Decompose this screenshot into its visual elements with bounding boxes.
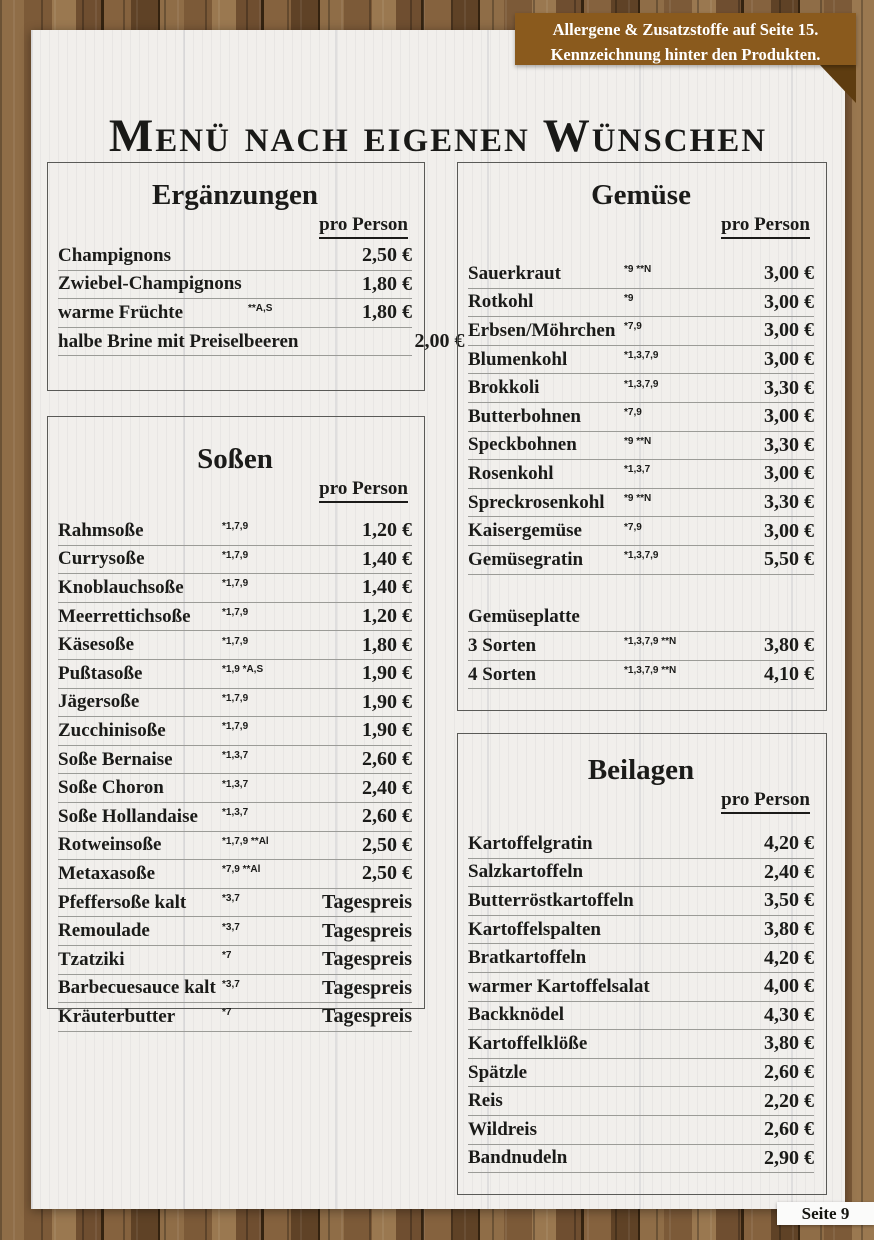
item-name: Currysoße	[58, 548, 145, 570]
item-name: Remoulade	[58, 920, 150, 942]
item-name: Tzatziki	[58, 948, 125, 970]
item-allergen-code: *1,3,7,9 **N	[624, 665, 677, 677]
item-allergen-code: *1,3,7	[624, 464, 651, 476]
section-sossen	[47, 416, 425, 1028]
item-price: 2,60 €	[362, 805, 412, 828]
menu-item-row	[468, 403, 814, 432]
item-price: 5,50 €	[764, 548, 814, 571]
item-name: Zwiebel-Champignons	[58, 273, 242, 295]
menu-item-row	[58, 975, 412, 1004]
item-price: 2,60 €	[764, 1118, 814, 1141]
item-price: 4,20 €	[764, 946, 814, 969]
item-price: 3,50 €	[764, 889, 814, 912]
item-price: 4,00 €	[764, 975, 814, 998]
allergen-banner-line2: Kennzeichnung hinter den Produkten.	[550, 44, 821, 64]
item-name: 4 Sorten	[468, 663, 537, 685]
item-allergen-code: *1,7,9	[222, 521, 249, 533]
item-list	[58, 517, 412, 1032]
item-price: 3,00 €	[764, 519, 814, 542]
item-price: 2,40 €	[362, 776, 412, 799]
section-title: Soßen	[197, 443, 273, 475]
item-name: Bratkartoffeln	[468, 947, 587, 969]
item-allergen-code: *3,7	[222, 893, 240, 905]
menu-item-row	[58, 832, 412, 861]
menu-item-row	[468, 489, 814, 518]
item-allergen-code: *1,3,7,9 **N	[624, 636, 677, 648]
item-price: 2,40 €	[764, 860, 814, 883]
item-price: 3,00 €	[764, 262, 814, 285]
item-name: Speckbohnen	[468, 434, 577, 456]
item-allergen-code: *9 **N	[624, 493, 652, 505]
item-name: Kartoffelklöße	[468, 1032, 588, 1054]
item-name: Barbecuesauce kalt	[58, 977, 216, 999]
menu-item-row	[468, 432, 814, 461]
menu-item-row	[468, 973, 814, 1002]
item-name: Soße Bernaise	[58, 748, 173, 770]
item-allergen-code: *1,7,9	[222, 578, 249, 590]
item-price: Tagespreis	[321, 919, 412, 942]
item-name: Backknödel	[468, 1004, 565, 1026]
page-number-badge: Seite 9	[777, 1202, 874, 1225]
menu-item-row	[468, 1116, 814, 1145]
item-name: Kartoffelgratin	[468, 832, 593, 854]
menu-item-row	[58, 717, 412, 746]
item-price: 3,80 €	[764, 634, 814, 657]
item-allergen-code: *7,9	[624, 407, 642, 419]
item-price: 3,00 €	[764, 290, 814, 313]
menu-item-row	[58, 328, 465, 357]
menu-item-row	[468, 260, 814, 289]
allergen-banner	[515, 13, 856, 65]
item-name: halbe Brine mit Preiselbeeren	[58, 330, 299, 352]
item-allergen-code: *7	[222, 1007, 232, 1019]
menu-item-row	[468, 546, 814, 575]
item-allergen-code: *7	[222, 950, 232, 962]
menu-item-row	[468, 1087, 814, 1116]
item-allergen-code: *1,3,7	[222, 778, 249, 790]
menu-item-row	[468, 1002, 814, 1031]
menu-item-row	[58, 660, 412, 689]
item-allergen-code: *1,3,7,9	[624, 378, 659, 390]
item-price: 1,80 €	[362, 272, 412, 295]
item-allergen-code: *9 **N	[624, 435, 652, 447]
item-allergen-code: *1,7,9	[222, 607, 249, 619]
item-name: Brokkoli	[468, 377, 540, 399]
item-price: 1,20 €	[362, 519, 412, 542]
item-name: Spätzle	[468, 1061, 528, 1083]
section-title: Beilagen	[587, 754, 695, 786]
item-allergen-code: *1,7,9	[222, 549, 249, 561]
item-name: Spreckrosenkohl	[468, 491, 605, 513]
menu-item-row	[58, 299, 412, 328]
item-name: Kräuterbutter	[58, 1005, 176, 1027]
menu-item-row	[468, 632, 814, 661]
menu-item-row	[468, 1145, 814, 1174]
item-price: 1,90 €	[362, 719, 412, 742]
menu-item-row	[58, 631, 412, 660]
price-column-header: pro Person	[319, 214, 408, 239]
item-allergen-code: *7,9	[624, 521, 642, 533]
item-price: 4,30 €	[764, 1003, 814, 1026]
item-price: 3,30 €	[764, 376, 814, 399]
item-name: Gemüseplatte	[468, 606, 580, 628]
item-list	[468, 830, 814, 1173]
item-price: 1,90 €	[362, 662, 412, 685]
item-name: Erbsen/Möhrchen	[468, 319, 616, 341]
section-gemuese	[457, 162, 827, 711]
allergen-banner-line1: Allergene & Zusatzstoffe auf Seite 15.	[552, 20, 819, 39]
item-name: Soße Choron	[58, 777, 164, 799]
item-price: 2,50 €	[362, 833, 412, 856]
menu-item-row	[58, 1003, 412, 1032]
item-name: Rotweinsoße	[58, 834, 162, 856]
menu-item-row	[58, 271, 412, 300]
item-name: Gemüsegratin	[468, 548, 584, 570]
subheader-row	[468, 604, 814, 633]
page-title: Menü nach eigenen Wünschen	[108, 110, 768, 163]
item-name: Knoblauchsoße	[58, 576, 184, 598]
item-price: 2,50 €	[362, 244, 412, 267]
item-price: 3,00 €	[764, 405, 814, 428]
item-price: 2,90 €	[764, 1146, 814, 1169]
item-price: 1,80 €	[362, 301, 412, 324]
item-list	[58, 242, 465, 356]
item-allergen-code: *7,9	[624, 321, 642, 333]
item-allergen-code: **A,S	[248, 303, 273, 315]
menu-item-row	[58, 774, 412, 803]
section-title: Ergänzungen	[152, 179, 318, 211]
item-name: Reis	[468, 1090, 503, 1112]
item-allergen-code: *9	[624, 292, 634, 304]
item-price: 2,60 €	[764, 1061, 814, 1084]
list-spacer	[468, 575, 814, 604]
menu-item-row	[468, 830, 814, 859]
menu-item-row	[58, 689, 412, 718]
item-price: 3,00 €	[764, 462, 814, 485]
item-allergen-code: *1,3,7	[222, 750, 249, 762]
item-name: Pußtasoße	[58, 662, 143, 684]
menu-item-row	[58, 946, 412, 975]
item-name: Salzkartoffeln	[468, 861, 584, 883]
menu-item-row	[468, 1030, 814, 1059]
item-name: warme Früchte	[58, 301, 184, 323]
item-name: warmer Kartoffelsalat	[468, 975, 650, 997]
price-column-header: pro Person	[319, 478, 408, 503]
menu-item-row	[58, 889, 412, 918]
item-price: 3,30 €	[764, 433, 814, 456]
item-price: 1,90 €	[362, 690, 412, 713]
item-allergen-code: *1,7,9	[222, 635, 249, 647]
menu-item-row	[58, 603, 412, 632]
item-allergen-code: *1,3,7,9	[624, 350, 659, 362]
item-price: 3,00 €	[764, 348, 814, 371]
menu-item-row	[58, 242, 412, 271]
item-allergen-code: *1,9 *A,S	[222, 664, 264, 676]
item-price: 2,50 €	[362, 862, 412, 885]
item-name: Rotkohl	[468, 291, 534, 313]
item-name: Jägersoße	[58, 691, 140, 713]
menu-item-row	[58, 917, 412, 946]
item-name: Sauerkraut	[468, 262, 561, 284]
item-allergen-code: *1,3,7,9	[624, 550, 659, 562]
price-column-header: pro Person	[721, 214, 810, 239]
menu-item-row	[58, 517, 412, 546]
item-name: Kartoffelspalten	[468, 918, 601, 940]
menu-page-paper	[31, 30, 845, 1209]
item-allergen-code: *3,7	[222, 921, 240, 933]
price-column-header: pro Person	[721, 789, 810, 814]
item-price: Tagespreis	[321, 976, 412, 999]
menu-item-row	[468, 346, 814, 375]
menu-item-row	[468, 289, 814, 318]
menu-item-row	[468, 517, 814, 546]
item-allergen-code: *3,7	[222, 978, 240, 990]
menu-item-row	[58, 574, 412, 603]
section-ergaenzungen	[47, 162, 465, 391]
menu-item-row	[468, 887, 814, 916]
item-name: Bandnudeln	[468, 1147, 568, 1169]
item-allergen-code: *7,9 **Al	[222, 864, 261, 876]
item-price: 1,40 €	[362, 547, 412, 570]
section-title: Gemüse	[591, 179, 691, 211]
item-price: Tagespreis	[321, 1005, 412, 1028]
item-list	[468, 260, 814, 689]
menu-item-row	[468, 661, 814, 690]
item-price: 3,80 €	[764, 1032, 814, 1055]
item-price: 2,60 €	[362, 748, 412, 771]
item-price: 3,80 €	[764, 918, 814, 941]
item-name: Rahmsoße	[58, 519, 144, 541]
item-name: 3 Sorten	[468, 634, 537, 656]
item-price: 1,40 €	[362, 576, 412, 599]
item-price: Tagespreis	[321, 948, 412, 971]
item-name: Rosenkohl	[468, 462, 554, 484]
item-allergen-code: *9 **N	[624, 264, 652, 276]
item-name: Metaxasoße	[58, 862, 156, 884]
menu-item-row	[58, 860, 412, 889]
item-price: 1,80 €	[362, 633, 412, 656]
item-name: Pfeffersoße kalt	[58, 891, 187, 913]
section-beilagen	[457, 733, 827, 1195]
item-name: Soße Hollandaise	[58, 805, 198, 827]
item-name: Zucchinisoße	[58, 719, 166, 741]
item-name: Wildreis	[468, 1118, 537, 1140]
item-allergen-code: *1,7,9	[222, 692, 249, 704]
item-allergen-code: *1,7,9	[222, 721, 249, 733]
item-name: Blumenkohl	[468, 348, 568, 370]
item-name: Champignons	[58, 244, 171, 266]
item-price: 3,30 €	[764, 491, 814, 514]
menu-item-row	[468, 374, 814, 403]
item-price: 2,00 €	[414, 330, 465, 353]
item-allergen-code: *1,3,7	[222, 807, 249, 819]
item-price: Tagespreis	[321, 891, 412, 914]
menu-item-row	[468, 317, 814, 346]
menu-item-row	[468, 859, 814, 888]
item-name: Kaisergemüse	[468, 520, 582, 542]
item-allergen-code: *1,7,9 **Al	[222, 835, 269, 847]
menu-item-row	[468, 1059, 814, 1088]
menu-item-row	[58, 746, 412, 775]
item-name: Butterröstkartoffeln	[468, 889, 634, 911]
item-price: 4,10 €	[764, 663, 814, 686]
item-price: 2,20 €	[764, 1089, 814, 1112]
menu-item-row	[468, 944, 814, 973]
menu-item-row	[468, 460, 814, 489]
menu-item-row	[58, 546, 412, 575]
item-price: 1,20 €	[362, 605, 412, 628]
item-name: Meerrettichsoße	[58, 605, 191, 627]
banner-fold-corner	[820, 65, 856, 103]
item-price: 4,20 €	[764, 832, 814, 855]
item-name: Butterbohnen	[468, 405, 581, 427]
item-price: 3,00 €	[764, 319, 814, 342]
menu-item-row	[468, 916, 814, 945]
menu-item-row	[58, 803, 412, 832]
item-name: Käsesoße	[58, 634, 134, 656]
